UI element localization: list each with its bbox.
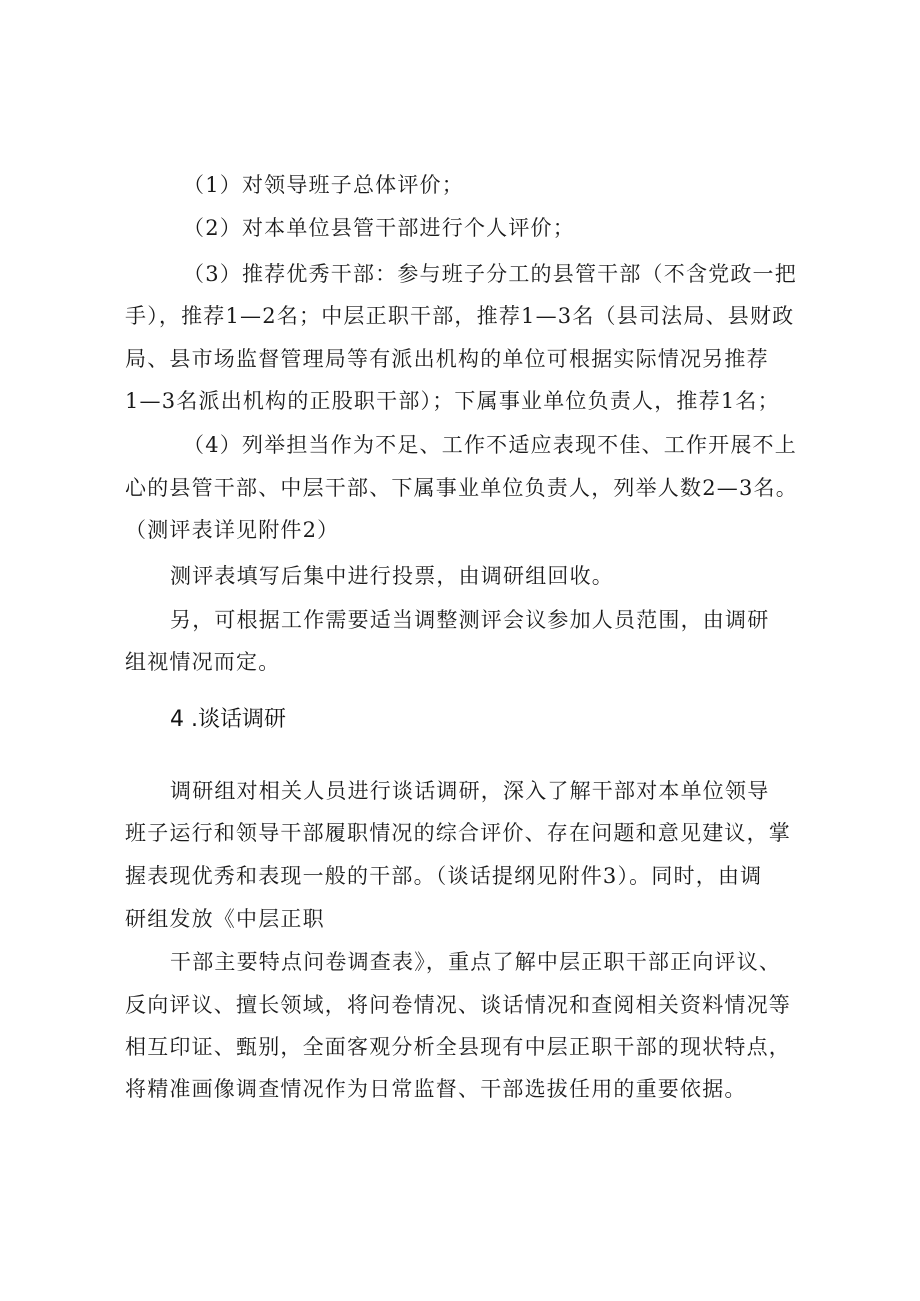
interview-paragraph-line-4: 研组发放《中层正职 (125, 907, 325, 931)
adjust-paragraph-line-2: 组视情况而定。 (125, 650, 281, 674)
questionnaire-paragraph-line-2: 反向评议、擅长领域，将问卷情况、谈话情况和查阅相关资料情况等 (125, 993, 791, 1017)
list-item-3-line-3: 局、县市场监督管理局等有派出机构的单位可根据实际情况另推荐 (125, 347, 769, 371)
questionnaire-paragraph-line-3: 相互印证、甄别，全面客观分析全县现有中层正职干部的现状特点， (125, 1035, 791, 1059)
list-item-2: （2）对本单位县管干部进行个人评价； (183, 216, 575, 240)
interview-paragraph-line-2: 班子运行和领导干部履职情况的综合评价、存在问题和意见建议，掌 (125, 821, 791, 845)
interview-paragraph-line-3: 握表现优秀和表现一般的干部。（谈话提纲见附件3）。同时，由调 (125, 864, 763, 888)
section-heading: 4 .谈话调研 (170, 707, 286, 732)
list-item-4-line-1: （4）列举担当作为不足、工作不适应表现不佳、工作开展不上 (183, 433, 797, 457)
list-item-4-line-2: 心的县管干部、中层干部、下属事业单位负责人，列举人数2—3名。 (125, 476, 798, 500)
adjust-paragraph-line-1: 另，可根据工作需要适当调整测评会议参加人员范围，由调研 (170, 608, 770, 632)
list-item-4-line-3: （测评表详见附件2） (125, 518, 340, 542)
questionnaire-paragraph-line-1: 干部主要特点问卷调查表》，重点了解中层正职干部正向评议、 (170, 950, 782, 974)
interview-paragraph-line-1: 调研组对相关人员进行谈话调研，深入了解干部对本单位领导 (170, 779, 770, 803)
questionnaire-paragraph-line-4: 将精准画像调查情况作为日常监督、干部选拔任用的重要依据。 (125, 1077, 747, 1101)
list-item-3-line-2: 手），推荐1—2名；中层正职干部，推荐1—3名（县司法局、县财政 (125, 304, 795, 328)
list-item-1: （1）对领导班子总体评价； (183, 173, 464, 197)
list-item-3-line-4: 1—3名派出机构的正股职干部）；下属事业单位负责人，推荐1名； (125, 389, 780, 413)
list-item-3-line-1: （3）推荐优秀干部：参与班子分工的县管干部（不含党政一把 (183, 262, 797, 286)
vote-paragraph: 测评表填写后集中进行投票，由调研组回收。 (170, 564, 614, 588)
